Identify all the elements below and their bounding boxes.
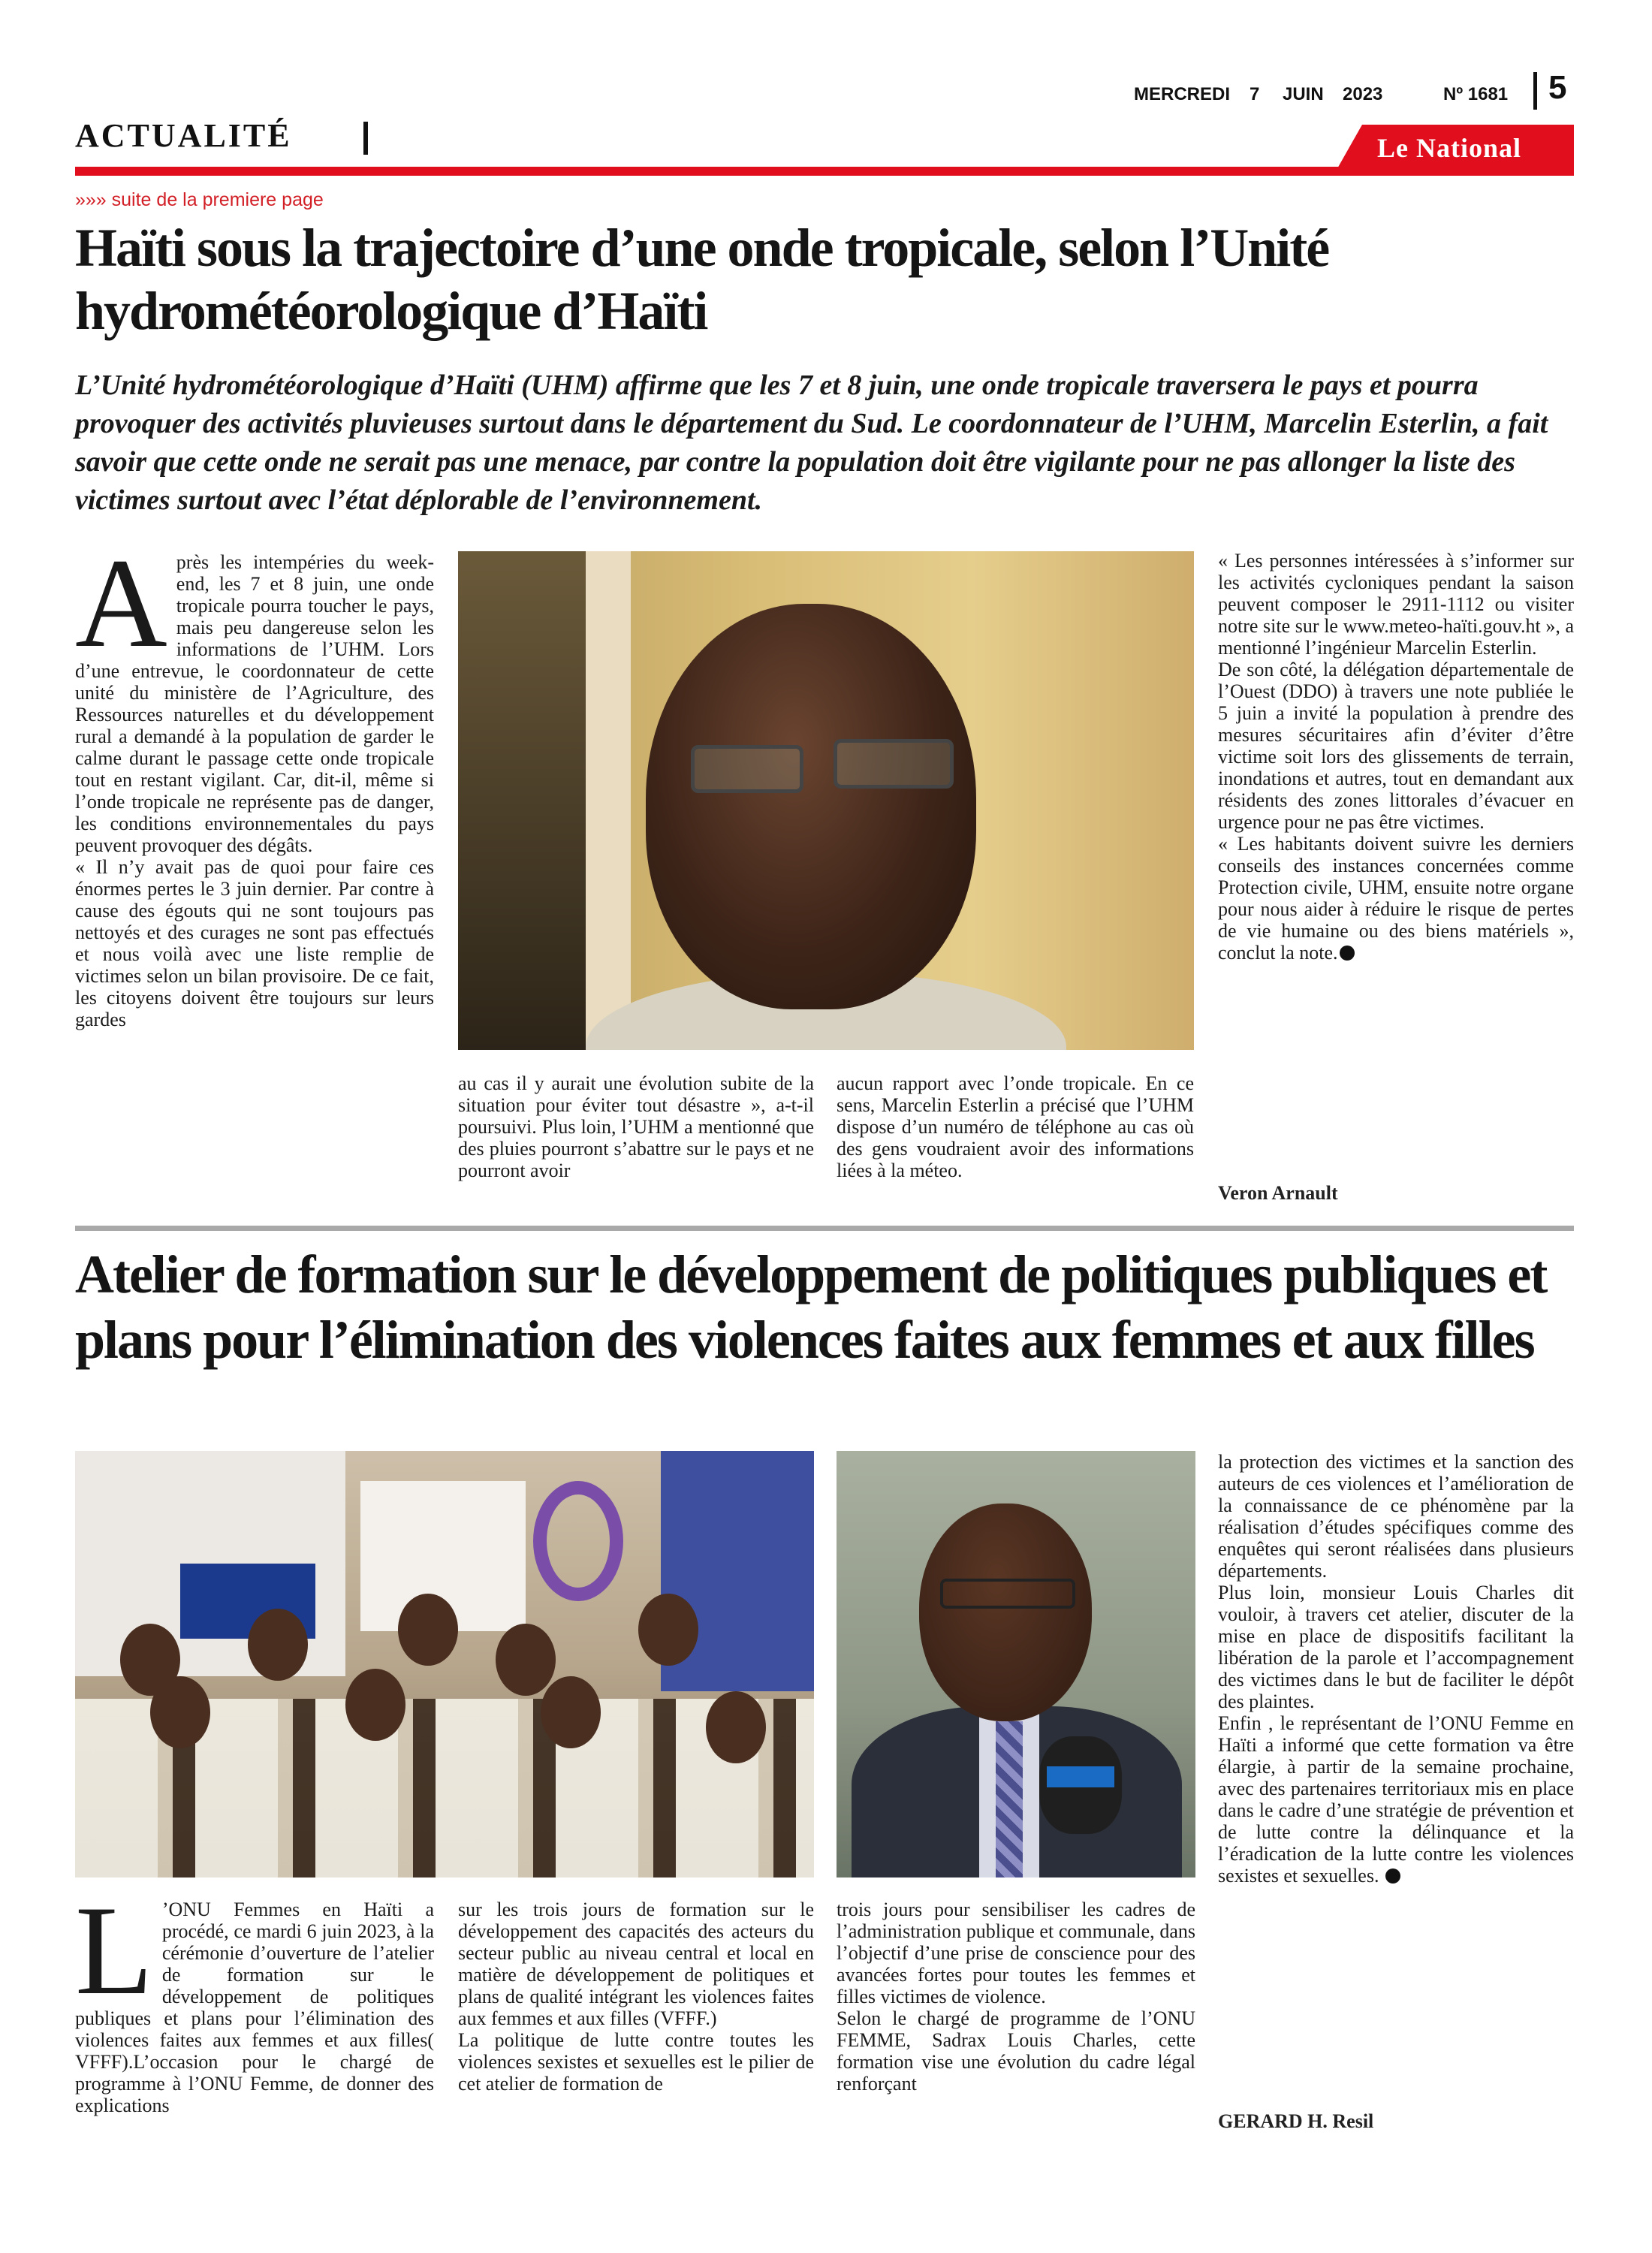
article2-col4-para1: la protection des victimes et la sanction des auteurs de ces violences et l’amélioration de la connaissance de ce phénomène par la réalisation d’études spécifiques comme des enquêtes qui seront réalisées dans plusieurs départements.: [1218, 1451, 1574, 1582]
article2-col3-para2: Selon le chargé de programme de l’ONU FEMME, Sadrax Louis Charles, cette formation vise une évolution du cadre légal renforçant: [837, 2007, 1195, 2095]
article1-column-2: [458, 1072, 814, 1181]
article-divider: [75, 1226, 1574, 1231]
speaker-photo-icon: [837, 1451, 1195, 1878]
article1-col4-para1: « Les personnes intéressées à s’informer sur les activités cycloniques pendant la saison peuvent composer le 2911-1112 ou visiter notre site sur le www.meteo-haïti.gouv.ht », a mentionné l’ingénieur Marcelin Esterlin.: [1218, 550, 1574, 659]
article1-col3-para: aucun rapport avec l’onde tropicale. En ce sens, Marcelin Esterlin a précisé que l’UHM dispose d’un numéro de téléphone au cas où des gens voudraient avoir des informations liées à la méteo.: [837, 1072, 1194, 1181]
article1-col2-para: au cas il y aurait une évolution subite de la situation pour éviter tout désastre », a-t-il poursuivi. Plus loin, l’UHM a mentionné que des pluies pourront s’abattre sur le pays et ne pourront avoir: [458, 1072, 814, 1181]
header-month: JUIN: [1283, 84, 1324, 104]
article1-lead: L’Unité hydrométéorologique d’Haïti (UHM) affirme que les 7 et 8 juin, une onde tropicale traversera le pays et pourra provoquer des activités pluvieuses surtout dans le département du Sud. Le coordonnateur de l’UHM, Marcelin Esterlin, a fait savoir que cette onde ne serait pas une menace, par contre la population doit être vigilante pour ne pas allonger la liste des victimes surtout avec l’état déplorable de l’environnement.: [75, 369, 1548, 516]
article1-col1-para1: près les intempéries du week-end, les 7 et 8 juin, une onde tropicale pourra toucher le pays, mais peu dangereuse selon les informations de l’UHM. Lors d’une entrevue, le coordonnateur de cette unité du ministère de l’Agriculture, des Ressources naturelles et du développement rural a demandé à la population de garder le calme durant le passage cette onde tropicale tout en restant vigilant. Car, dit-il, même si l’onde tropicale ne représente pas de danger, les conditions environnementales du pays peuvent provoquer des dégâts.: [75, 551, 434, 856]
section-title: ACTUALITÉ: [75, 117, 292, 154]
publication-name: Le National: [1377, 133, 1522, 163]
article1-col4-para3: « Les habitants doivent suivre les derniers conseils des instances concernées comme Protection civile, UHM, ensuite notre organe pour nous aider à réduire le risque de pertes de vie humaine ou des biens matériels », conclut la note.: [1218, 833, 1574, 964]
article2-col2-para2: La politique de lutte contre toutes les violences sexistes et sexuelles est le pilier de cet atelier de formation de: [458, 2029, 814, 2095]
header-date-num: 7: [1250, 84, 1260, 104]
article2-headline: Atelier de formation sur le développement de politiques publiques et plans pour l’élimination des violences faites aux femmes et aux filles: [75, 1244, 1547, 1370]
article2-column-2: [458, 1899, 814, 2095]
article2-col3-para1: trois jours pour sensibiliser les cadres de l’administration publique et communale, dans l’objectif d’une prise de conscience pour des avancées fortes pour toutes les femmes et filles victimes de violence.: [837, 1899, 1195, 2007]
group-photo-icon: [75, 1451, 814, 1878]
article2-dropcap: L: [75, 1880, 153, 2021]
article1-author: Veron Arnault: [1218, 1182, 1338, 1204]
header-day: MERCREDI: [1134, 84, 1231, 104]
header-issue: Nº 1681: [1443, 84, 1509, 104]
continued-from-front: »»» suite de la premiere page: [75, 189, 324, 210]
page-number: 5: [1548, 69, 1567, 106]
portrait-photo-icon: [458, 551, 1194, 1050]
header-dateline: [1134, 75, 1584, 113]
article1-column-1: [75, 532, 434, 1030]
page-number-divider: [1533, 72, 1537, 110]
section-divider: [363, 122, 368, 155]
article2-column-1: [75, 1880, 434, 2116]
article2-col2-para1: sur les trois jours de formation sur le développement des capacités des acteurs du secteur public au niveau central et local en matière de développement de politiques et plans de qualité intégrant les violences faites aux femmes et aux filles (VFFF.): [458, 1899, 814, 2029]
article2-column-4: [1218, 1451, 1574, 1887]
header-year: 2023: [1343, 84, 1383, 104]
article2-col1-para: ’ONU Femmes en Haïti a procédé, ce mardi 6 juin 2023, à la cérémonie d’ouverture de l’atelier de formation sur le développement de politiques publiques et plans pour l’élimination des violences faites aux femmes et aux filles( VFFF).L’occasion pour le chargé de programme à l’ONU Femme, de donner des explications: [75, 1899, 434, 2116]
article1-dropcap: A: [75, 532, 167, 674]
end-of-article-icon: [1385, 1868, 1400, 1884]
article1-column-3: [837, 1072, 1194, 1181]
article1-col1-para2: « Il n’y avait pas de quoi pour faire ces énormes pertes le 3 juin dernier. Par contre à cause des égouts qui ne sont toujours pas nettoyés et des curages ne sont pas effectués et nous voilà avec une liste remplie de victimes selon un bilan provisoire. De ce fait, les citoyens doivent être toujours sur leurs gardes: [75, 856, 434, 1030]
article1-col4-para2: De son côté, la délégation départementale de l’Ouest (DDO) à travers une note publiée le 5 juin a invité la population à prendre des mesures sécuritaires afin d’éviter d’être victime soit lors des glissements de terrain, inondations et autres, tout en demandant aux résidents des zones littorales d’évacuer en urgence pour ne pas être victimes.: [1218, 659, 1574, 833]
article2-col4-para2: Plus loin, monsieur Louis Charles dit vouloir, à travers cet atelier, discuter de la mise en place de dispositifs facilitant la libération de la parole et l’accompagnement des victimes dans le but de faciliter le dépôt des plaintes.: [1218, 1582, 1574, 1712]
article2-column-3: [837, 1899, 1195, 2095]
article2-author: GERARD H. Resil: [1218, 2110, 1374, 2132]
end-of-article-icon: [1340, 946, 1355, 961]
article1-column-4: [1218, 550, 1574, 964]
article1-headline: Haïti sous la trajectoire d’une onde tropicale, selon l’Unité hydrométéorologique d’Haïti: [75, 218, 1329, 341]
article2-col4-para3: Enfin , le représentant de l’ONU Femme en Haïti a informé que cette formation va être élargie, à partir de la semaine prochaine, avec des partenaires territoriaux mis en place dans le cadre d’une stratégie de prévention et de lutte contre la délinquance et la l’éradication de la lutte contre les violences sexistes et sexuelles.: [1218, 1712, 1574, 1887]
